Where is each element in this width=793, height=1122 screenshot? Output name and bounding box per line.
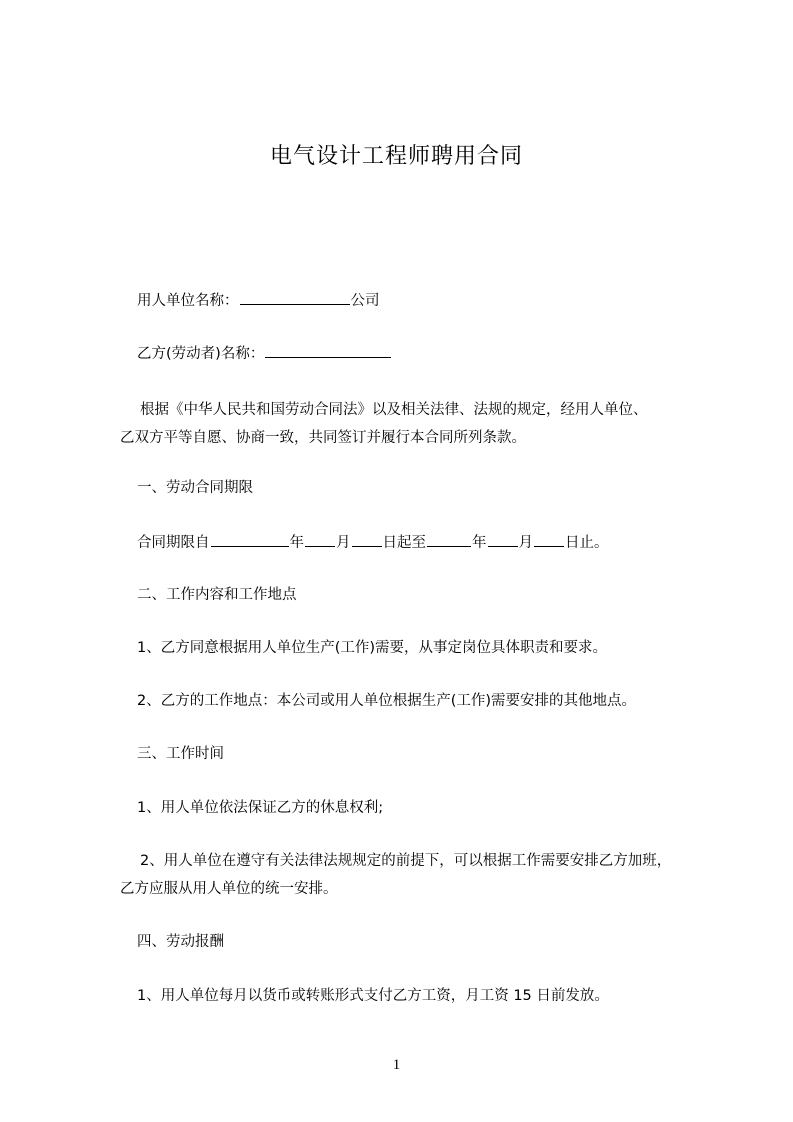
section3-item-1: 1、用人单位依法保证乙方的休息权利; (137, 800, 384, 816)
employee-name-label: 乙方(劳动者)名称： (137, 346, 265, 362)
term-text-end-month: 月 (518, 535, 533, 551)
term-start-day-blank[interactable] (352, 532, 382, 547)
term-text-month: 月 (336, 535, 351, 551)
term-text-end-year: 年 (472, 535, 487, 551)
employer-name-line (137, 290, 380, 311)
term-end-year-blank[interactable] (427, 532, 471, 547)
document-title: 电气设计工程师聘用合同 (269, 144, 523, 169)
section4-heading: 四、劳动报酬 (137, 934, 224, 950)
section3-heading: 三、工作时间 (137, 746, 224, 762)
page-number: 1 (392, 1057, 401, 1073)
section3-item-2-line-2: 乙方应服从用人单位的统一安排。 (120, 881, 338, 897)
preamble-line-2: 乙双方平等自愿、协商一致，共同签订并履行本合同所列条款。 (120, 430, 526, 446)
preamble-line-1: 根据《中华人民共和国劳动合同法》以及相关法律、法规的规定，经用人单位、 (140, 402, 648, 418)
term-text-to: 日起至 (382, 535, 426, 551)
section2-heading: 二、工作内容和工作地点 (137, 587, 297, 603)
employee-name-line (137, 343, 392, 364)
employee-name-blank[interactable] (265, 343, 391, 358)
section1-heading: 一、劳动合同期限 (137, 480, 253, 496)
term-end-month-blank[interactable] (488, 532, 518, 547)
employer-name-suffix: 公司 (350, 293, 380, 309)
term-text-end: 日止。 (565, 535, 609, 551)
section3-item-2-line-1: 2、用人单位在遵守有关法律法规规定的前提下，可以根据工作需要安排乙方加班， (140, 853, 672, 869)
term-text-year: 年 (289, 535, 304, 551)
term-end-day-blank[interactable] (534, 532, 564, 547)
section2-item-2: 2、乙方的工作地点：本公司或用人单位根据生产(工作)需要安排的其他地点。 (137, 693, 637, 709)
contract-term-line (137, 532, 609, 553)
employer-name-label: 用人单位名称： (137, 293, 239, 309)
term-text-from: 合同期限自 (137, 535, 210, 551)
term-start-year-blank[interactable] (211, 532, 289, 547)
section4-item-1: 1、用人单位每月以货币或转账形式支付乙方工资，月工资 15 日前发放。 (137, 988, 609, 1004)
employer-name-blank[interactable] (240, 290, 350, 305)
section2-item-1: 1、乙方同意根据用人单位生产(工作)需要，从事定岗位具体职责和要求。 (137, 640, 608, 656)
term-start-month-blank[interactable] (305, 532, 335, 547)
